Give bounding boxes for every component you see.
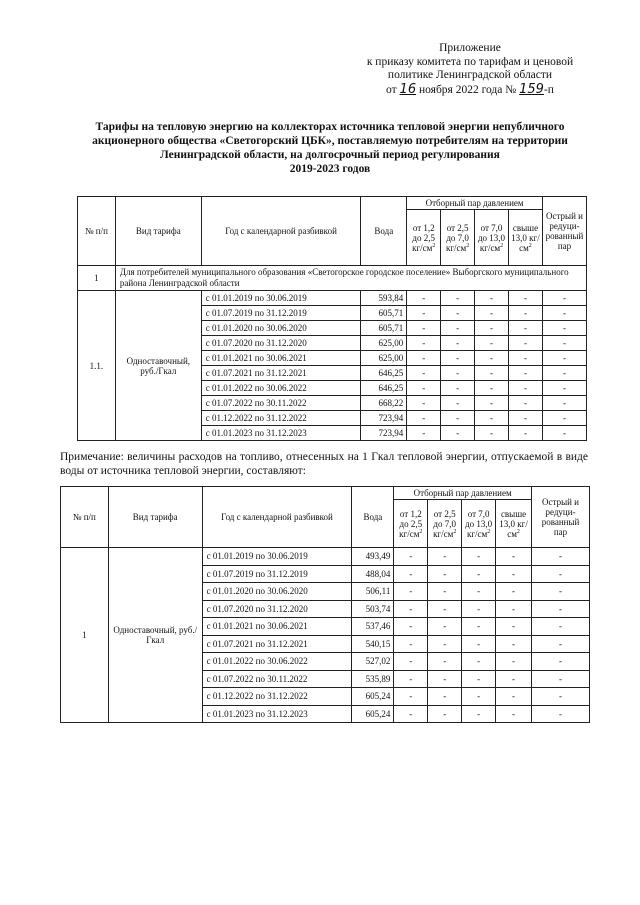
dash-cell: -: [496, 548, 532, 566]
dash-cell: -: [407, 351, 441, 366]
header-pressure-3: от 7,0 до 13,0 $кг/см^2$: [462, 500, 496, 548]
dash-cell: -: [508, 351, 542, 366]
period-cell: с 01.01.2020 по 30.06.2020: [201, 321, 361, 336]
dash-cell: -: [532, 565, 590, 583]
period-cell: с 01.01.2022 по 30.06.2022: [201, 381, 361, 396]
dash-cell: -: [394, 670, 428, 688]
dash-cell: -: [496, 688, 532, 706]
dash-cell: -: [532, 635, 590, 653]
period-cell: с 01.07.2021 по 31.12.2021: [201, 366, 361, 381]
dash-cell: -: [532, 653, 590, 671]
dash-cell: -: [394, 705, 428, 723]
dash-cell: -: [542, 306, 586, 321]
dash-cell: -: [428, 600, 462, 618]
period-cell: с 01.07.2019 по 31.12.2019: [202, 565, 352, 583]
dash-cell: -: [508, 396, 542, 411]
table1-body: [78, 291, 587, 441]
water-value: 646,25: [361, 366, 407, 381]
water-value: 646,25: [361, 381, 407, 396]
dash-cell: -: [428, 705, 462, 723]
period-cell: с 01.07.2022 по 30.11.2022: [202, 670, 352, 688]
dash-cell: -: [475, 321, 509, 336]
dash-cell: -: [394, 635, 428, 653]
dash-cell: -: [441, 351, 475, 366]
dash-cell: -: [428, 635, 462, 653]
dash-cell: -: [394, 600, 428, 618]
header-pressure-4: свыше 13,0 $кг/см^2$: [496, 500, 532, 548]
period-cell: с 01.07.2020 по 31.12.2020: [202, 600, 352, 618]
dash-cell: -: [394, 618, 428, 636]
appendix-order-ref: к приказу комитета по тарифам и ценовой: [366, 55, 574, 68]
period-cell: с 01.01.2021 по 30.06.2021: [201, 351, 361, 366]
dash-cell: -: [542, 291, 586, 306]
water-value: 527,02: [352, 653, 394, 671]
dash-cell: -: [475, 336, 509, 351]
header-year: Год с календарной разбивкой: [201, 197, 361, 266]
period-cell: с 01.01.2022 по 30.06.2022: [202, 653, 352, 671]
period-cell: с 01.07.2021 по 31.12.2021: [202, 635, 352, 653]
dash-cell: -: [441, 426, 475, 441]
fuel-cost-table: [60, 486, 590, 723]
dash-cell: -: [441, 366, 475, 381]
water-value: 668,22: [361, 396, 407, 411]
period-cell: с 01.01.2020 по 30.06.2020: [202, 583, 352, 601]
header-sharp-steam: Острый и редуци-рованный пар: [542, 197, 586, 266]
dash-cell: -: [428, 670, 462, 688]
dash-cell: -: [542, 336, 586, 351]
dash-cell: -: [542, 351, 586, 366]
dash-cell: -: [508, 426, 542, 441]
dash-cell: -: [462, 600, 496, 618]
period-cell: с 01.07.2020 по 31.12.2020: [201, 336, 361, 351]
dash-cell: -: [532, 670, 590, 688]
dash-cell: -: [496, 635, 532, 653]
header-sharp-steam: Острый и редуци-рованный пар: [532, 487, 590, 548]
header-pressure-2: от 2,5 до 7,0 $кг/см^2$: [441, 210, 475, 266]
period-cell: с 01.01.2021 по 30.06.2021: [202, 618, 352, 636]
title-line-2: акционерного общества «Светогорский ЦБК», поставляемую потребителям на территории: [92, 135, 568, 147]
water-value: 488,04: [352, 565, 394, 583]
dash-cell: -: [407, 306, 441, 321]
water-value: 540,15: [352, 635, 394, 653]
dash-cell: -: [532, 600, 590, 618]
group-num: 1.1.: [78, 291, 116, 441]
dash-cell: -: [475, 306, 509, 321]
dash-cell: -: [508, 366, 542, 381]
dash-cell: -: [462, 548, 496, 566]
dash-cell: -: [475, 291, 509, 306]
dash-cell: -: [532, 548, 590, 566]
appendix-date-line: [340, 83, 600, 98]
water-value: 723,94: [361, 411, 407, 426]
dash-cell: -: [542, 426, 586, 441]
dash-cell: -: [496, 670, 532, 688]
dash-cell: -: [462, 670, 496, 688]
header-steam-group: Отборный пар давлением: [407, 197, 543, 210]
dash-cell: -: [496, 600, 532, 618]
dash-cell: -: [394, 653, 428, 671]
period-cell: с 01.12.2022 по 31.12.2022: [202, 688, 352, 706]
dash-cell: -: [475, 366, 509, 381]
table2-body: [61, 548, 590, 723]
dash-cell: -: [462, 688, 496, 706]
header-tariff-type: Вид тарифа: [108, 487, 202, 548]
dash-cell: -: [496, 583, 532, 601]
dash-cell: -: [407, 411, 441, 426]
date-mid: ноября 2022 года №: [418, 83, 517, 96]
table-row: [61, 548, 590, 566]
appendix-header: [340, 42, 600, 97]
header-pressure-2: от 2,5 до 7,0 $кг/см^2$: [428, 500, 462, 548]
dash-cell: -: [496, 653, 532, 671]
period-cell: с 01.01.2019 по 30.06.2019: [201, 291, 361, 306]
dash-cell: -: [462, 653, 496, 671]
header-water: Вода: [361, 197, 407, 266]
dash-cell: -: [407, 321, 441, 336]
dash-cell: -: [532, 688, 590, 706]
header-pressure-4: свыше 13,0 $кг/см^2$: [508, 210, 542, 266]
water-value: 605,71: [361, 306, 407, 321]
dash-cell: -: [441, 396, 475, 411]
tariff-table: [77, 196, 587, 441]
dash-cell: -: [462, 618, 496, 636]
dash-cell: -: [475, 426, 509, 441]
dash-cell: -: [441, 321, 475, 336]
water-value: 493,49: [352, 548, 394, 566]
period-cell: с 01.07.2019 по 31.12.2019: [201, 306, 361, 321]
appendix-label: Приложение: [439, 42, 501, 54]
dash-cell: -: [428, 565, 462, 583]
water-value: 605,24: [352, 688, 394, 706]
dash-cell: -: [428, 548, 462, 566]
period-cell: с 01.01.2023 по 31.12.2023: [202, 705, 352, 723]
water-value: 503,74: [352, 600, 394, 618]
date-prefix: от: [386, 83, 397, 96]
dash-cell: -: [496, 618, 532, 636]
header-water: Вода: [352, 487, 394, 548]
water-value: 537,46: [352, 618, 394, 636]
water-value: 605,71: [361, 321, 407, 336]
dash-cell: -: [496, 705, 532, 723]
dash-cell: -: [508, 411, 542, 426]
period-cell: с 01.07.2022 по 30.11.2022: [201, 396, 361, 411]
header-pressure-1: от 1,2 до 2,5 $кг/см^2$: [394, 500, 428, 548]
dash-cell: -: [542, 321, 586, 336]
group-label: Одноставочный, руб./Гкал: [115, 291, 201, 441]
dash-cell: -: [475, 411, 509, 426]
dash-cell: -: [475, 351, 509, 366]
header-num: № п/п: [61, 487, 109, 548]
dash-cell: -: [542, 411, 586, 426]
water-value: 625,00: [361, 351, 407, 366]
dash-cell: -: [407, 426, 441, 441]
header-year: Год с календарной разбивкой: [202, 487, 352, 548]
dash-cell: -: [462, 565, 496, 583]
water-value: 506,11: [352, 583, 394, 601]
period-cell: с 01.12.2022 по 31.12.2022: [201, 411, 361, 426]
dash-cell: -: [407, 396, 441, 411]
dash-cell: -: [441, 381, 475, 396]
dash-cell: -: [428, 688, 462, 706]
dash-cell: -: [496, 565, 532, 583]
dash-cell: -: [532, 618, 590, 636]
dash-cell: -: [428, 618, 462, 636]
group-num: 1: [61, 548, 109, 723]
appendix-committee: политике Ленинградской области: [387, 69, 553, 81]
dash-cell: -: [394, 548, 428, 566]
dash-cell: -: [428, 583, 462, 601]
dash-cell: -: [394, 688, 428, 706]
dash-cell: -: [542, 381, 586, 396]
header-pressure-3: от 7,0 до 13,0 $кг/см^2$: [475, 210, 509, 266]
dash-cell: -: [462, 635, 496, 653]
dash-cell: -: [508, 306, 542, 321]
handwritten-day: 16: [399, 81, 417, 97]
dash-cell: -: [532, 583, 590, 601]
dash-cell: -: [508, 381, 542, 396]
header-num: № п/п: [78, 197, 116, 266]
dash-cell: -: [407, 381, 441, 396]
title-line-4: 2019-2023 годов: [289, 163, 371, 175]
title-line-3: Ленинградской области, на долгосрочный период регулирования: [160, 149, 500, 161]
dash-cell: -: [508, 336, 542, 351]
dash-cell: -: [428, 653, 462, 671]
dash-cell: -: [441, 336, 475, 351]
group-label: Одноставочный, руб./Гкал: [108, 548, 202, 723]
water-value: 535,89: [352, 670, 394, 688]
dash-cell: -: [475, 396, 509, 411]
dash-cell: -: [394, 583, 428, 601]
dash-cell: -: [542, 396, 586, 411]
section-text: Для потребителей муниципального образования «Светогорское городское поселение» Выборгского муниципального района Ленинградской области: [115, 266, 586, 291]
period-cell: с 01.01.2023 по 31.12.2023: [201, 426, 361, 441]
dash-cell: -: [441, 411, 475, 426]
dash-cell: -: [394, 565, 428, 583]
dash-cell: -: [462, 705, 496, 723]
document-title: [70, 120, 590, 176]
title-line-1: Тарифы на тепловую энергию на коллекторах источника тепловой энергии непубличного: [95, 121, 565, 133]
note-paragraph: Примечание: величины расходов на топливо, отнесенных на 1 Гкал тепловой энергии, отпускаемой в виде воды от источника тепловой энергии, составляют:: [60, 451, 588, 477]
dash-cell: -: [441, 306, 475, 321]
header-steam-group: Отборный пар давлением: [394, 487, 532, 500]
water-value: 593,84: [361, 291, 407, 306]
header-pressure-1: от 1,2 до 2,5 $кг/см^2$: [407, 210, 441, 266]
water-value: 723,94: [361, 426, 407, 441]
dash-cell: -: [462, 583, 496, 601]
dash-cell: -: [508, 291, 542, 306]
dash-cell: -: [407, 366, 441, 381]
dash-cell: -: [407, 336, 441, 351]
dash-cell: -: [475, 381, 509, 396]
period-cell: с 01.01.2019 по 30.06.2019: [202, 548, 352, 566]
handwritten-order-number: 159: [519, 81, 544, 97]
order-suffix: -п: [543, 83, 554, 96]
water-value: 625,00: [361, 336, 407, 351]
dash-cell: -: [532, 705, 590, 723]
dash-cell: -: [441, 291, 475, 306]
water-value: 605,24: [352, 705, 394, 723]
dash-cell: -: [542, 366, 586, 381]
table-row: [78, 291, 587, 306]
header-tariff-type: Вид тарифа: [115, 197, 201, 266]
section-num: 1: [78, 266, 116, 291]
dash-cell: -: [407, 291, 441, 306]
dash-cell: -: [508, 321, 542, 336]
